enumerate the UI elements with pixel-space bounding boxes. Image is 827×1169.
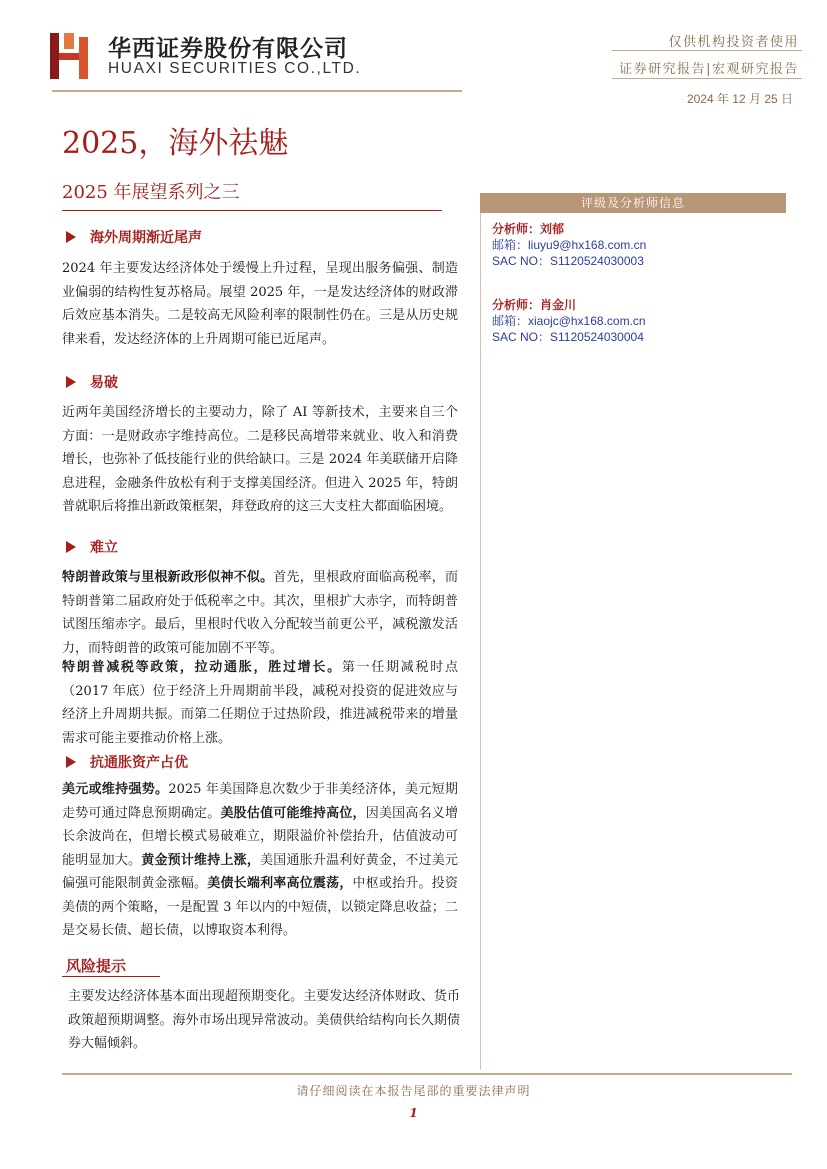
emphasis-text: 美股估值可能维持高位， (220, 805, 366, 821)
risk-heading: 风险提示 (66, 957, 127, 975)
emphasis-text: 黄金预计维持上涨， (141, 852, 261, 868)
body-text: 首先，里根政府面临高税率，而特朗普第二届政府处于低税率之中。其次，里根扩大赤字，而特朗普试图压缩赤字。最后，里根时代收入分配较当前更公平，减税激发活力，而特朗普的政策可能加剧不平等。 (62, 570, 458, 656)
analyst-name: 分析师：刘郁 (492, 222, 565, 236)
risk-paragraph: 主要发达经济体基本面出现超预期变化。主要发达经济体财政、货币政策超预期调整。海外市场出现异常波动。美债供给结构向长久期债券大幅倾斜。 (68, 989, 460, 1051)
triangle-bullet-icon (66, 376, 76, 388)
footer-divider (62, 1073, 792, 1075)
section-paragraph (62, 656, 458, 750)
header-divider (52, 90, 462, 92)
section-heading: 易破 (66, 372, 118, 392)
report-title: 2025，海外祛魅 (62, 126, 289, 161)
page-number: 1 (409, 1106, 418, 1120)
analyst-email: 邮箱：liuyu9@hx168.com.cn (492, 238, 647, 252)
section-paragraph (62, 401, 458, 519)
report-date: 2024 年 12 月 25 日 (686, 92, 793, 106)
triangle-bullet-icon (66, 756, 76, 768)
header-right-divider (612, 78, 802, 79)
company-name-en: HUAXI SECURITIES CO.,LTD. (108, 60, 362, 77)
emphasis-text: 美元或维持强势。 (62, 782, 169, 797)
body-text: 近两年美国经济增长的主要动力，除了 AI 等新技术，主要来自三个方面：一是财政赤字维持高位。二是移民高增带来就业、收入和消费增长，也弥补了低技能行业的供给缺口。三是 2024 年美联储开启降息进程，金融条件放松有利于支撑美国经济。但进入 2025 年，特朗普就职后将推出新政策框架，拜登政府的这三大支柱大都面临困境。 (62, 405, 458, 514)
huaxi-logo-icon (50, 33, 94, 79)
header-right-divider (612, 50, 802, 51)
report-subtitle: 2025 年展望系列之三 (62, 182, 240, 203)
analyst-panel-header: 评级及分析师信息 (480, 193, 786, 213)
emphasis-text: 特朗普政策与里根新政形似神不似。 (62, 570, 274, 585)
analyst-sac: SAC NO：S1120524030004 (492, 330, 644, 344)
analyst-name: 分析师：肖金川 (492, 298, 577, 312)
analyst-email: 邮箱：xiaojc@hx168.com.cn (492, 314, 646, 328)
section-paragraph (62, 566, 458, 660)
section-heading: 难立 (66, 537, 118, 557)
triangle-bullet-icon (66, 541, 76, 553)
legal-disclaimer: 请仔细阅读在本报告尾部的重要法律声明 (296, 1084, 531, 1098)
body-text: 第一任期减税时点（2017 年底）位于经济上升周期前半段，减税对投资的促进效应与经济上升周期共振。而第二任期位于过热阶段，推进减税带来的增量需求可能主要推动价格上涨。 (62, 660, 458, 746)
triangle-bullet-icon (66, 231, 76, 243)
subtitle-underline (62, 210, 442, 211)
body-text: 2024 年主要发达经济体处于缓慢上升过程，呈现出服务偏强、制造业偏弱的结构性复苏格局。展望 2025 年，一是发达经济体的财政滞后效应基本消失。二是较高无风险利率的限制性仍在。三是从历史规律来看，发达经济体的上升周期可能已近尾声。 (62, 261, 458, 347)
company-name-cn: 华西证券股份有限公司 (108, 36, 348, 62)
section-paragraph (62, 778, 458, 943)
section-heading: 抗通胀资产占优 (66, 752, 188, 772)
report-type: 证券研究报告|宏观研究报告 (619, 62, 799, 77)
body-text: 美国通胀升温利好黄金，不过美元偏强可能限制黄金涨幅。 (62, 852, 458, 891)
body-text: 因美国高名义增长余波尚在，但增长模式易破难立，期限溢价补偿抬升，估值波动可能明显加大。 (62, 805, 458, 868)
email-link[interactable]: liuyu9@hx168.com.cn (528, 238, 647, 252)
audience-notice: 仅供机构投资者使用 (668, 35, 799, 50)
section-paragraph (62, 257, 458, 351)
risk-underline (62, 976, 160, 977)
email-link[interactable]: xiaojc@hx168.com.cn (528, 314, 646, 328)
emphasis-text: 特朗普减税等政策，拉动通胀，胜过增长。 (62, 660, 342, 675)
analyst-sac: SAC NO：S1120524030003 (492, 254, 644, 268)
emphasis-text: 美债长端利率高位震荡， (207, 876, 353, 891)
body-text: 中枢或抬升。投资美债的两个策略，一是配置 3 年以内的中短债，以锁定降息收益；二是交易长债、超长债，以博取资本利得。 (62, 876, 458, 938)
body-text: 2025 年美国降息次数少于非美经济体，美元短期走势可通过降息预期确定。 (62, 782, 458, 821)
section-heading: 海外周期渐近尾声 (66, 227, 202, 247)
